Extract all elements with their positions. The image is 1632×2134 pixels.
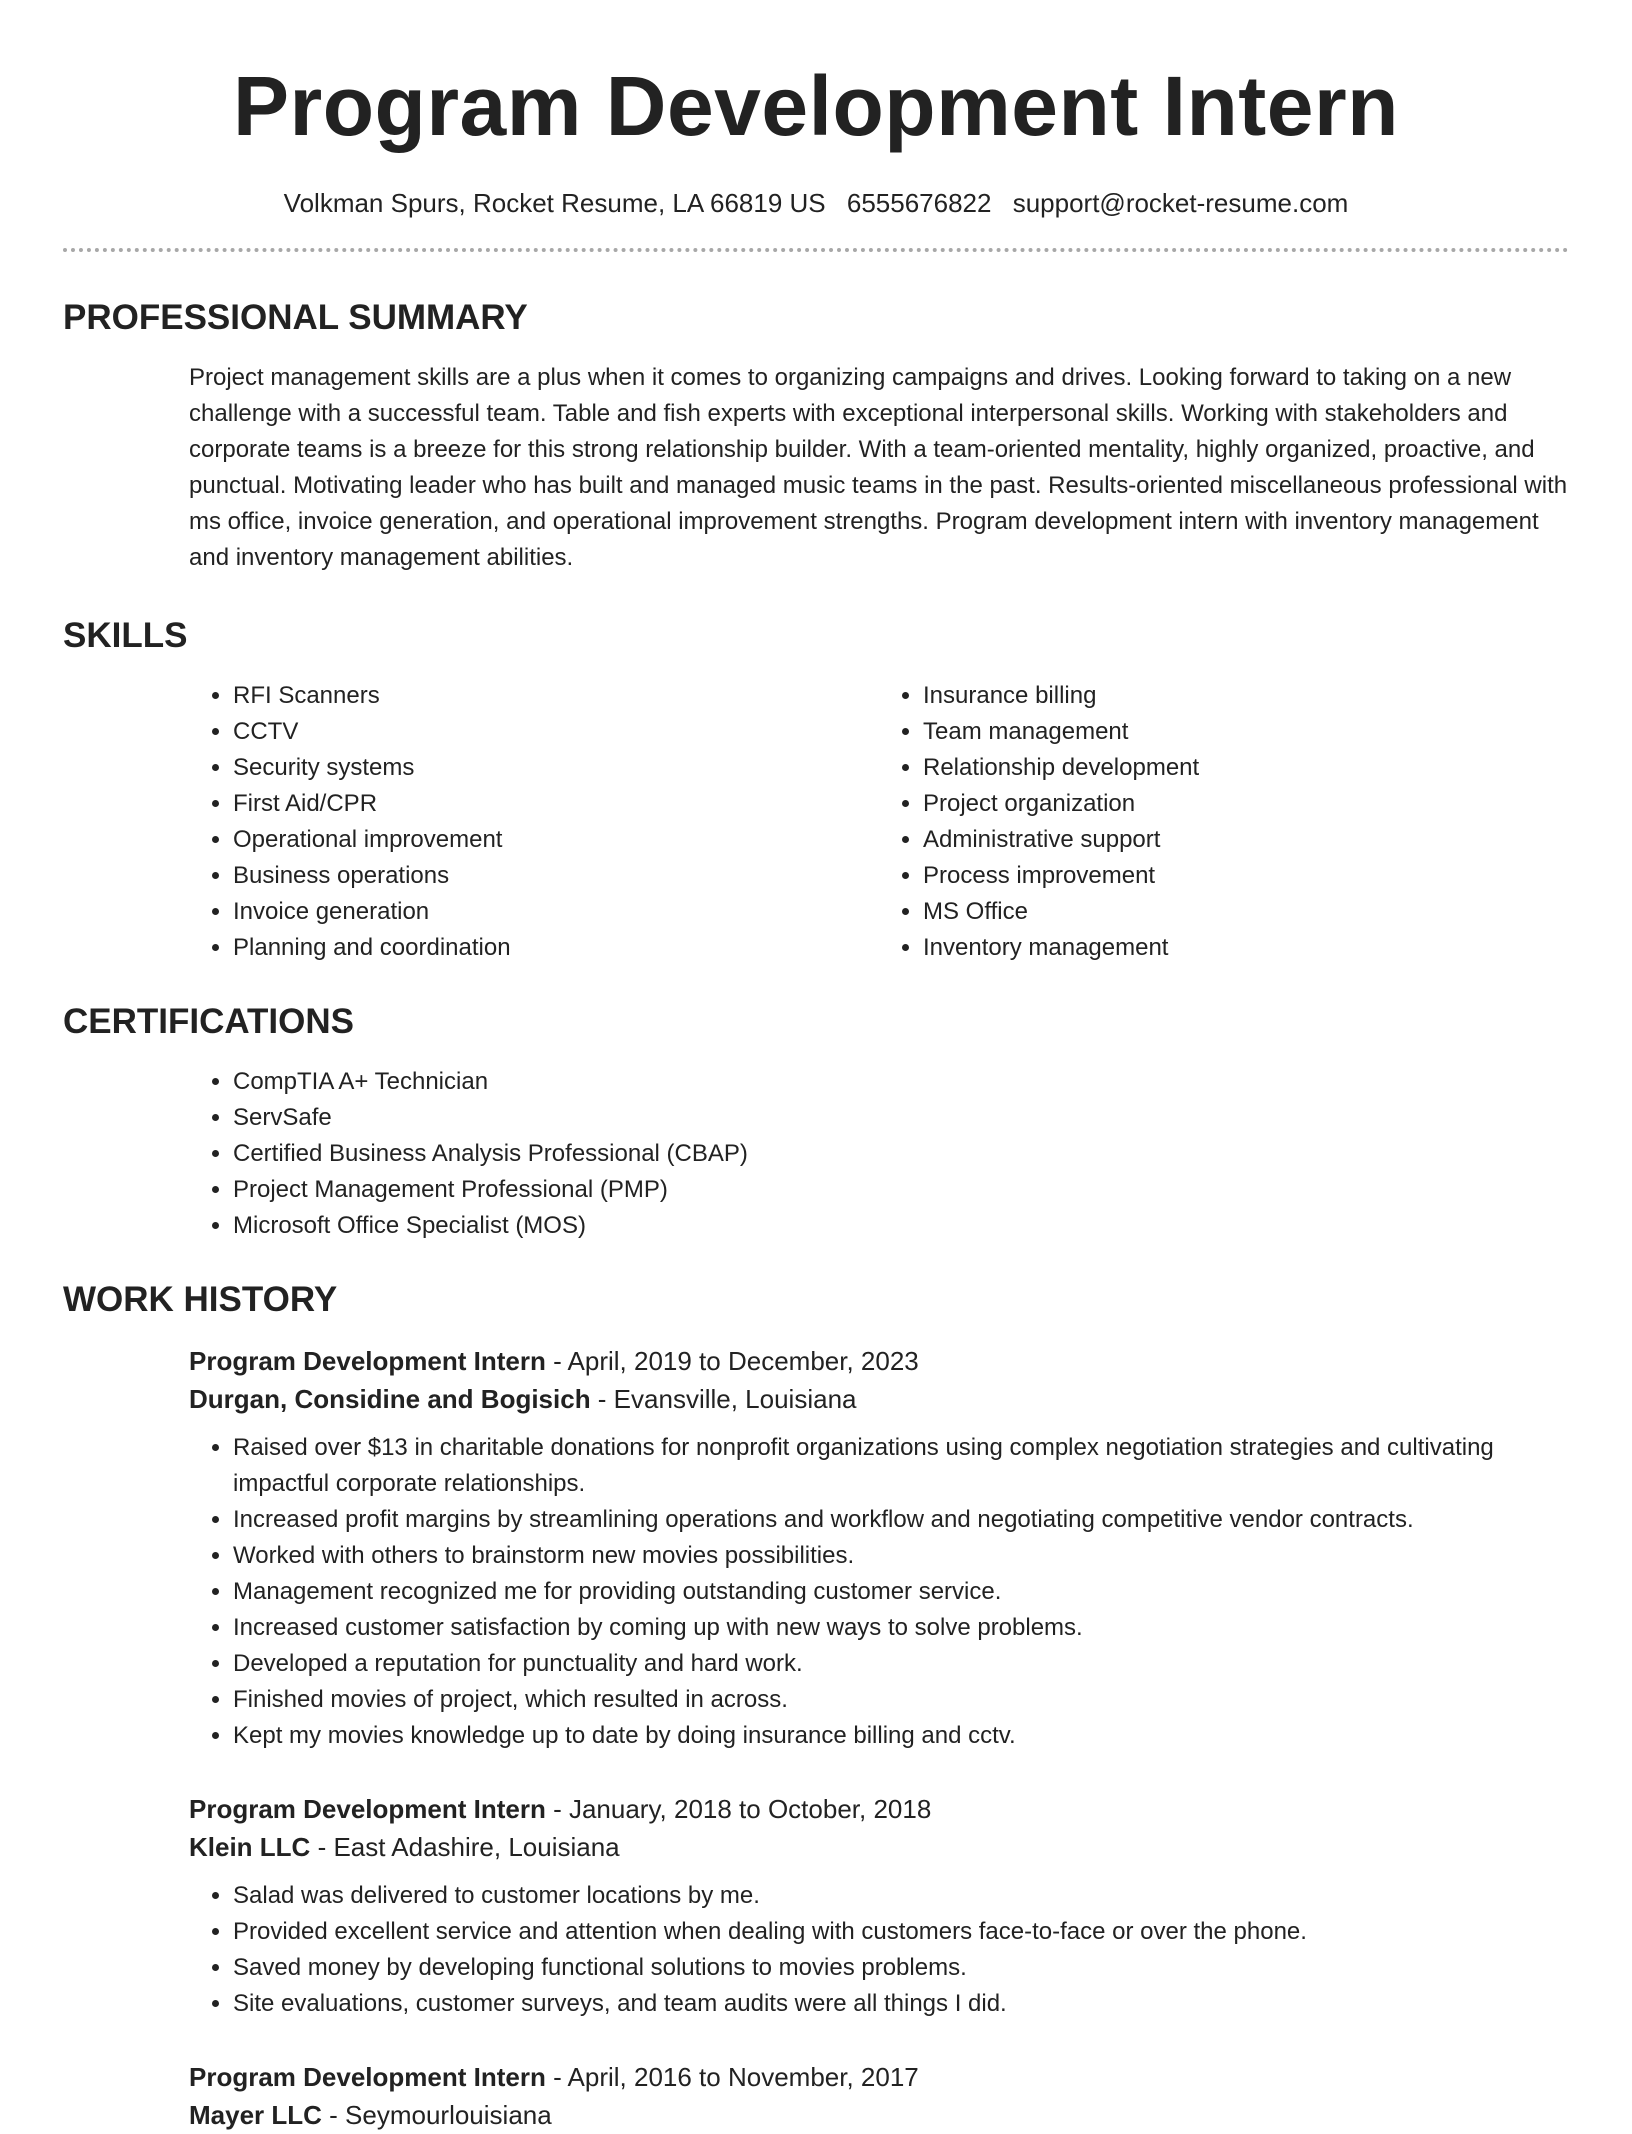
skills-list-left (189, 678, 879, 966)
certifications-section (189, 1064, 1569, 1244)
summary-text: Project management skills are a plus when it comes to organizing campaigns and drives. Looking forward to taking on a new challenge with a successful team. Table and fish experts with exceptional interpersonal skills. Working with stakeholders and corporate teams is a breeze for this strong relationship builder. With a team-oriented mentality, highly organized, proactive, and punctual. Motivating leader who has built and managed music teams in the past. Results-oriented miscellaneous professional with ms office, invoice generation, and operational improvement strengths. Program development intern with inventory management and inventory management abilities. (189, 364, 1568, 571)
contact-email: support@rocket-resume.com (1012, 188, 1349, 218)
job-bullet: • Increased profit margins by streamlining operations and workflow and negotiating competitive vendor contracts. (233, 1502, 1569, 1538)
job-bullet: • Saved money by developing functional solutions to movies problems. (233, 1950, 1569, 1986)
job-company-line (189, 1828, 1569, 1866)
certifications-heading: CERTIFICATIONS (63, 1002, 355, 1041)
certification-item: • ServSafe (233, 1100, 1569, 1136)
skill-item: • Planning and coordination (233, 930, 879, 966)
skill-item: • Process improvement (923, 858, 1569, 894)
certification-item: • Project Management Professional (PMP) (233, 1172, 1569, 1208)
job-company: Durgan, Considine and Bogisich (189, 1384, 591, 1414)
job-title: Program Development Intern (189, 1346, 546, 1376)
skill-item: • Inventory management (923, 930, 1569, 966)
skills-heading: SKILLS (63, 616, 188, 655)
resume-name: Program Development Intern (233, 59, 1399, 153)
job-entry (189, 1790, 1569, 2022)
certification-item: • Certified Business Analysis Professional (CBAP) (233, 1136, 1569, 1172)
job-entry (189, 1342, 1569, 1754)
job-bullet: • Raised over $13 in charitable donations for nonprofit organizations using complex negotiation strategies and cultivating impactful corporate relationships. (233, 1430, 1569, 1502)
job-location: - Seymourlouisiana (321, 2100, 552, 2130)
skill-item: • First Aid/CPR (233, 786, 879, 822)
skill-item: • CCTV (233, 714, 879, 750)
skill-item: • Project organization (923, 786, 1569, 822)
summary-section (189, 360, 1569, 576)
header-divider (63, 248, 1569, 252)
skill-item: • MS Office (923, 894, 1569, 930)
job-entry (189, 2058, 1569, 2134)
job-location: - East Adashire, Louisiana (310, 1832, 620, 1862)
contact-phone: 6555676822 (846, 188, 992, 218)
summary-heading: PROFESSIONAL SUMMARY (63, 298, 528, 337)
skill-item: • Invoice generation (233, 894, 879, 930)
work-history-heading: WORK HISTORY (63, 1280, 338, 1319)
contact-line (0, 186, 1632, 220)
job-company-line (189, 1380, 1569, 1418)
certification-item: • CompTIA A+ Technician (233, 1064, 1569, 1100)
job-bullet: • Worked with others to brainstorm new movies possibilities. (233, 1538, 1569, 1574)
job-company: Mayer LLC (189, 2100, 322, 2130)
job-title-line (189, 1790, 1569, 1828)
job-title: Program Development Intern (189, 1794, 546, 1824)
certifications-list (189, 1064, 1569, 1244)
skill-item: • Relationship development (923, 750, 1569, 786)
job-company: Klein LLC (189, 1832, 311, 1862)
job-bullet-list (189, 1878, 1569, 2022)
job-bullet: • Management recognized me for providing outstanding customer service. (233, 1574, 1569, 1610)
job-location: - Evansville, Louisiana (590, 1384, 857, 1414)
skill-item: • Team management (923, 714, 1569, 750)
job-title-line (189, 1342, 1569, 1380)
job-title: Program Development Intern (189, 2062, 546, 2092)
job-bullet: • Kept my movies knowledge up to date by doing insurance billing and cctv. (233, 1718, 1569, 1754)
job-title-line (189, 2058, 1569, 2096)
job-dates: - April, 2019 to December, 2023 (545, 1346, 919, 1376)
job-bullet: • Developed a reputation for punctuality and hard work. (233, 1646, 1569, 1682)
skill-item: • RFI Scanners (233, 678, 879, 714)
job-bullet: • Salad was delivered to customer locations by me. (233, 1878, 1569, 1914)
job-bullet: • Provided excellent service and attention when dealing with customers face-to-face or over the phone. (233, 1914, 1569, 1950)
job-bullet: • Finished movies of project, which resulted in across. (233, 1682, 1569, 1718)
job-company-line (189, 2096, 1569, 2134)
job-bullet: • Increased customer satisfaction by coming up with new ways to solve problems. (233, 1610, 1569, 1646)
skills-section (189, 678, 1569, 966)
skill-item: • Administrative support (923, 822, 1569, 858)
job-dates: - January, 2018 to October, 2018 (545, 1794, 932, 1824)
skills-list-right (879, 678, 1569, 966)
skill-item: • Operational improvement (233, 822, 879, 858)
job-dates: - April, 2016 to November, 2017 (545, 2062, 919, 2092)
skill-item: • Business operations (233, 858, 879, 894)
certification-item: • Microsoft Office Specialist (MOS) (233, 1208, 1569, 1244)
skill-item: • Insurance billing (923, 678, 1569, 714)
job-bullet-list (189, 1430, 1569, 1754)
job-bullet: • Site evaluations, customer surveys, and team audits were all things I did. (233, 1986, 1569, 2022)
contact-address: Volkman Spurs, Rocket Resume, LA 66819 US (283, 188, 826, 218)
skill-item: • Security systems (233, 750, 879, 786)
